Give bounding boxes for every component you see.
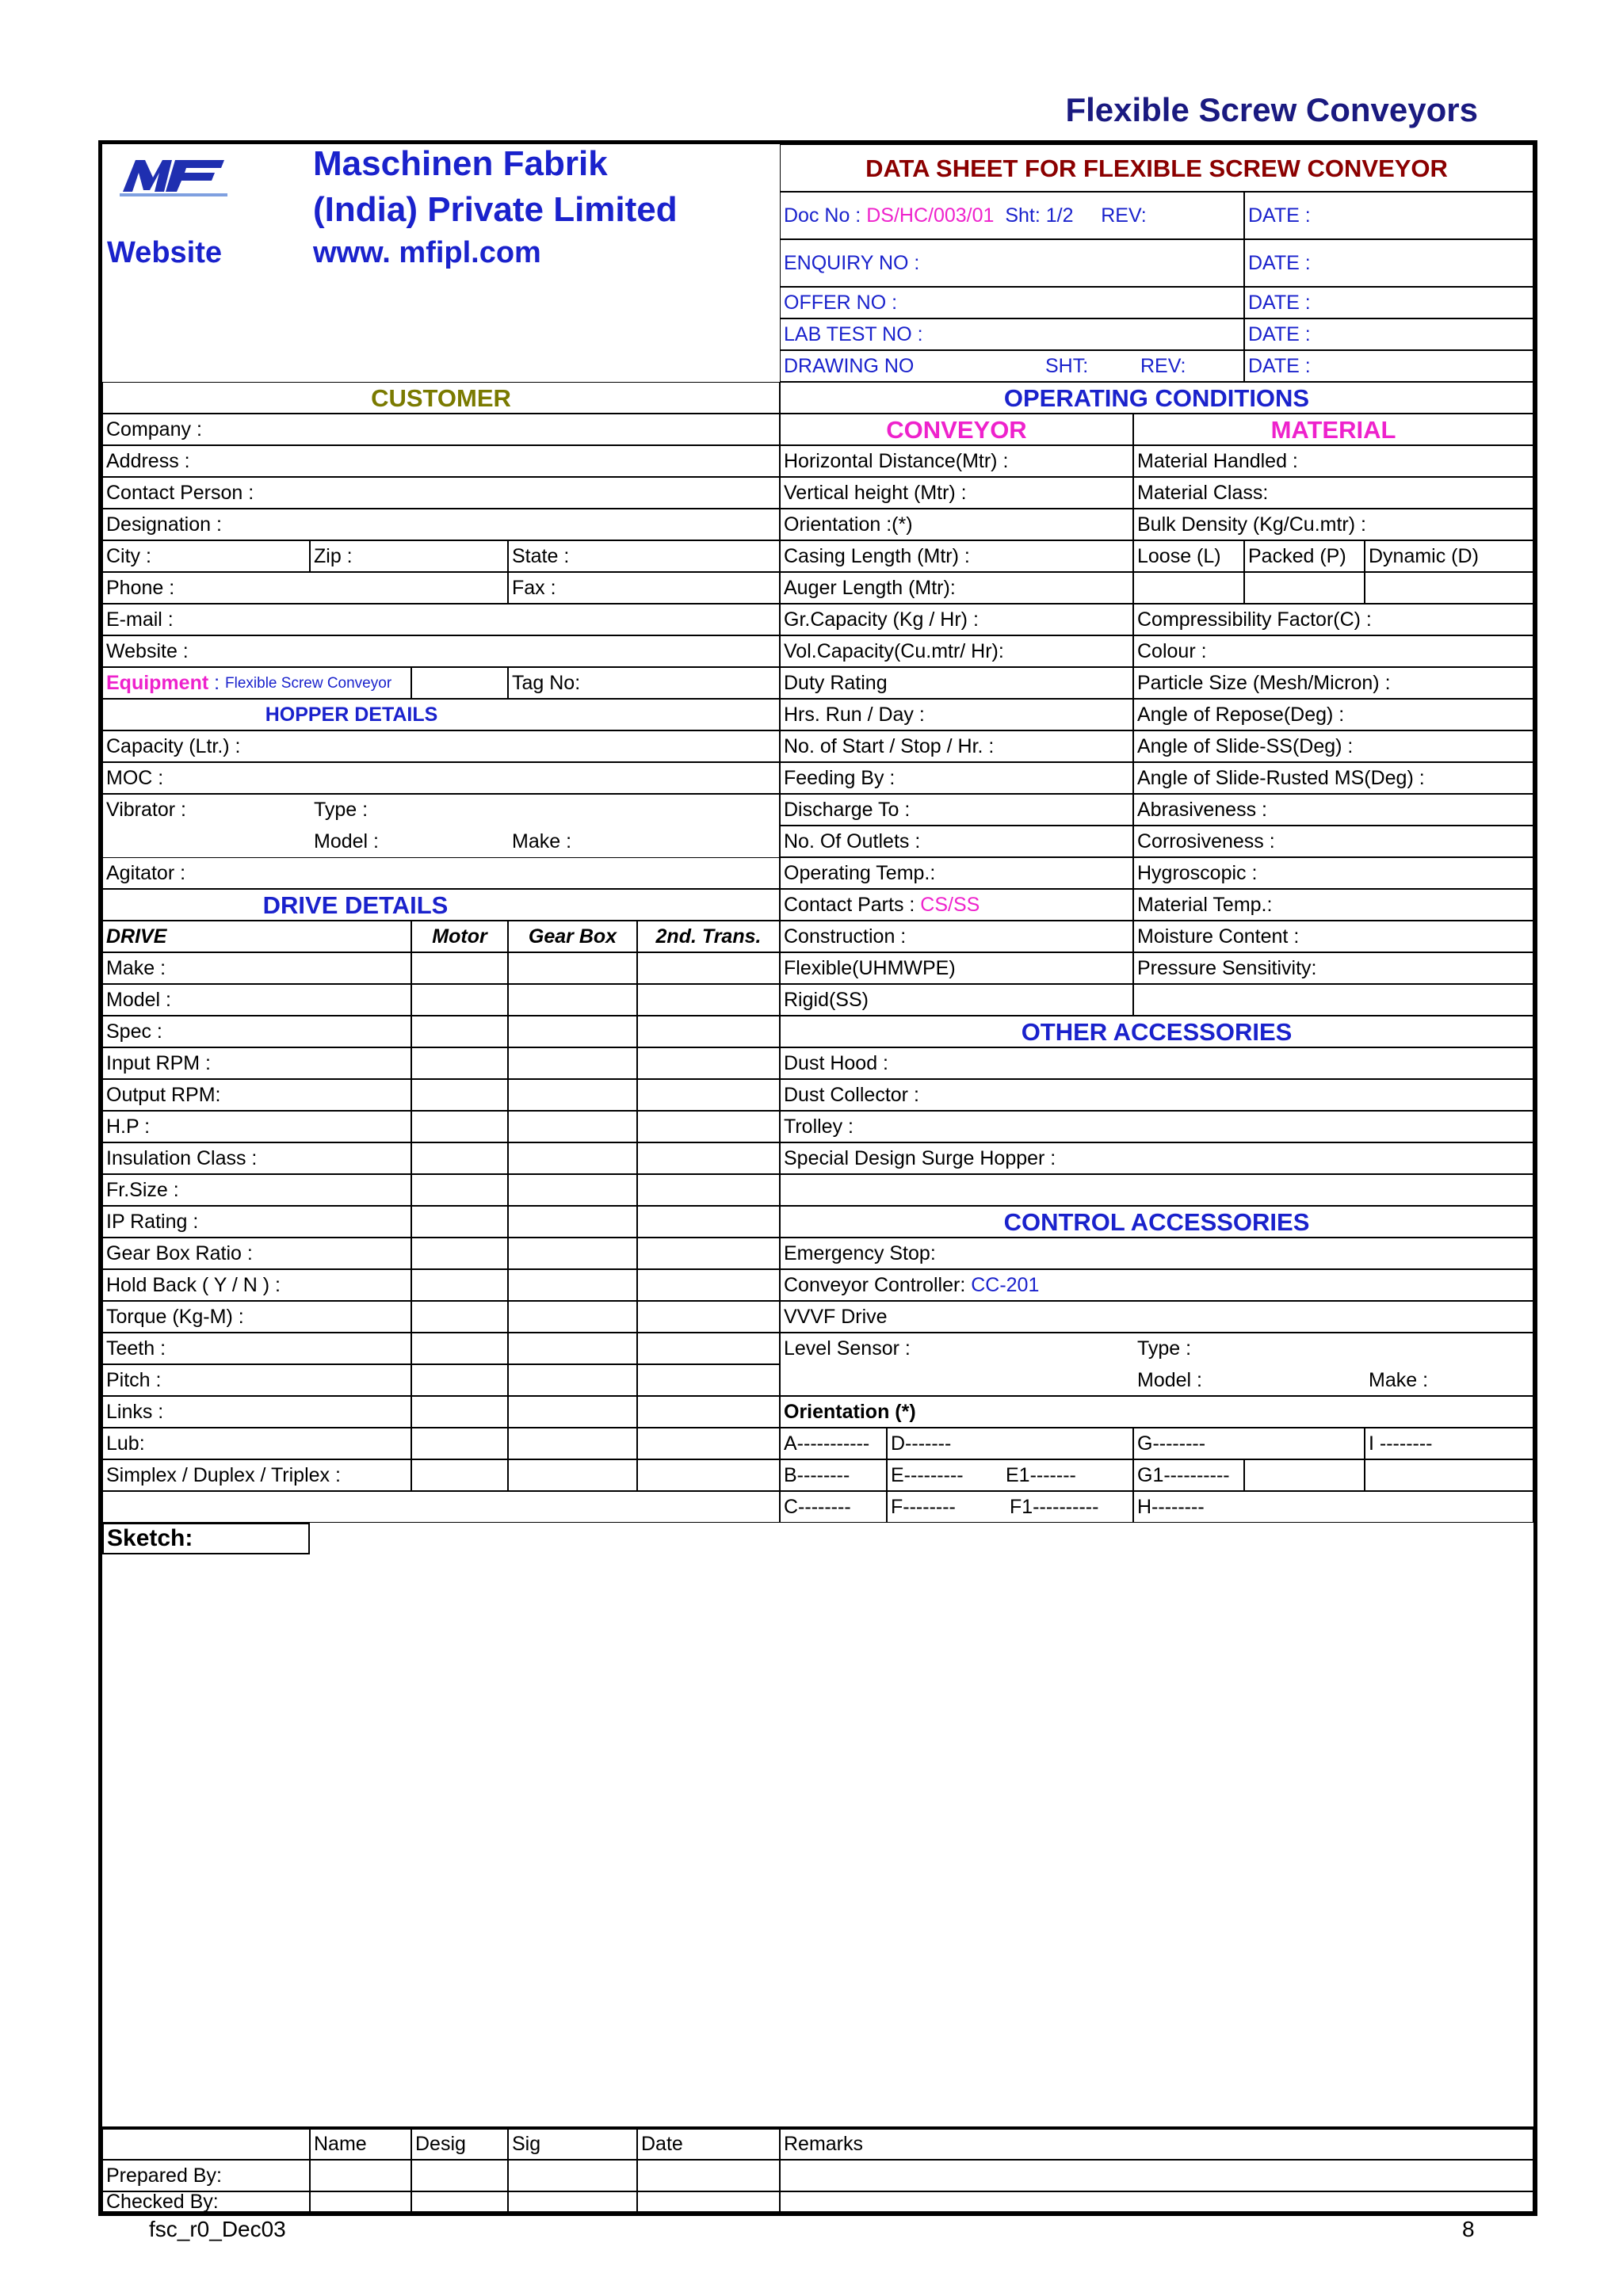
material-hygroscopic-field[interactable]: Hygroscopic : — [1133, 857, 1533, 889]
contact-parts-label: Contact Parts : — [784, 893, 921, 916]
orientation-c[interactable]: C-------- — [780, 1491, 887, 1523]
signoff-col-desig: Desig — [411, 2128, 508, 2160]
company-name-line2: (India) Private Limited — [313, 190, 678, 229]
drive-motor-spec[interactable] — [411, 1016, 508, 1047]
drive-2nd-trans-make[interactable] — [637, 952, 780, 984]
conveyor-rigid-ss-field[interactable]: Rigid(SS) — [780, 984, 1133, 1016]
drive-gearbox-h-p[interactable] — [508, 1111, 637, 1142]
material-colour-field[interactable]: Colour : — [1133, 635, 1533, 667]
drive-motor-hold-back-y-n[interactable] — [411, 1269, 508, 1301]
doc-no-field[interactable] — [780, 192, 1244, 239]
drive-motor-output-rpm[interactable] — [411, 1079, 508, 1111]
customer-fax-field[interactable]: Fax : — [508, 572, 780, 604]
drive-2nd-trans-spec[interactable] — [637, 1016, 780, 1047]
conveyor-operating-temp-field[interactable]: Operating Temp.: — [780, 857, 1133, 889]
drive-gearbox-hold-back-y-n[interactable] — [508, 1269, 637, 1301]
hopper-moc-field[interactable]: MOC : — [102, 762, 780, 794]
level-sensor-type-field[interactable]: Type : — [1137, 1337, 1192, 1360]
tag-no-field[interactable]: Tag No: — [508, 667, 780, 699]
conveyor-auger-length-mtr-field[interactable]: Auger Length (Mtr): — [780, 572, 1133, 604]
vibrator-label[interactable]: Vibrator : — [106, 798, 186, 821]
drive-gearbox-make[interactable] — [508, 952, 637, 984]
drive-motor-lub[interactable] — [411, 1428, 508, 1459]
drawing-no-label: DRAWING NO — [784, 354, 915, 377]
material-particle-size-mesh-micron-field[interactable]: Particle Size (Mesh/Micron) : — [1133, 667, 1533, 699]
datasheet-title: DATA SHEET FOR FLEXIBLE SCREW CONVEYOR — [780, 144, 1533, 192]
drive-row-output-rpm: Output RPM: — [102, 1079, 411, 1111]
drive-row-gear-box-ratio: Gear Box Ratio : — [102, 1238, 411, 1269]
drive-motor-links[interactable] — [411, 1396, 508, 1428]
orientation-h[interactable]: H-------- — [1133, 1491, 1533, 1523]
customer-email-field[interactable]: E-mail : — [102, 604, 780, 635]
drawing-date-field[interactable]: DATE : — [1244, 350, 1533, 382]
checked-sig[interactable] — [508, 2191, 637, 2212]
drive-motor-make[interactable] — [411, 952, 508, 984]
bulk-packed-value[interactable] — [1244, 572, 1365, 604]
orientation-a[interactable]: A----------- — [780, 1428, 887, 1459]
bulk-packed-field[interactable]: Packed (P) — [1244, 540, 1365, 572]
customer-header: CUSTOMER — [102, 382, 780, 414]
drive-row-input-rpm: Input RPM : — [102, 1047, 411, 1079]
drive-2nd-trans-simplex-duplex-triplex[interactable] — [637, 1459, 780, 1491]
conveyor-controller-field[interactable] — [780, 1269, 1533, 1301]
orientation-g1[interactable]: G1---------- — [1133, 1459, 1244, 1491]
material-header: MATERIAL — [1133, 414, 1533, 445]
material-handled-field[interactable]: Material Handled : — [1133, 445, 1533, 477]
orientation-f[interactable]: F-------- — [891, 1495, 956, 1518]
drive-row-model: Model : — [102, 984, 411, 1016]
hopper-details-header: HOPPER DETAILS — [102, 699, 780, 730]
orientation-f1[interactable]: F1---------- — [1010, 1495, 1099, 1518]
signoff-col-date: Date — [637, 2128, 780, 2160]
drawing-rev-label: REV: — [1140, 354, 1186, 377]
customer-contact-field[interactable]: Contact Person : — [102, 477, 780, 509]
drive-motor-pitch[interactable] — [411, 1364, 508, 1396]
drive-gearbox-pitch[interactable] — [508, 1364, 637, 1396]
drive-details-header: DRIVE DETAILS — [102, 889, 780, 921]
conveyor-construction-field[interactable]: Construction : — [780, 921, 1133, 952]
equipment-value: Flexible Screw Conveyor — [225, 674, 392, 692]
company-name-line1: Maschinen Fabrik — [313, 144, 608, 183]
control-accessories-header: CONTROL ACCESSORIES — [780, 1206, 1533, 1238]
dust-collector-field[interactable]: Dust Collector : — [780, 1079, 1533, 1111]
checked-remarks[interactable] — [780, 2191, 1533, 2212]
vibrator-make-field[interactable]: Make : — [512, 830, 572, 852]
drive-2nd-trans-ip-rating[interactable] — [637, 1206, 780, 1238]
doc-no-value: DS/HC/003/01 — [866, 204, 995, 227]
orientation-d[interactable]: D------- — [887, 1428, 1133, 1459]
sketch-area[interactable] — [102, 1524, 1533, 2087]
drive-gearbox-insulation-class[interactable] — [508, 1142, 637, 1174]
page-title: Flexible Screw Conveyors — [1065, 91, 1478, 128]
prepared-remarks[interactable] — [780, 2160, 1533, 2191]
customer-zip-field[interactable]: Zip : — [310, 540, 508, 572]
conveyor-feeding-by-field[interactable]: Feeding By : — [780, 762, 1133, 794]
drive-blank-row[interactable] — [102, 1491, 780, 1523]
signoff-corner — [102, 2128, 310, 2160]
drive-2nd-trans-hold-back-y-n[interactable] — [637, 1269, 780, 1301]
signoff-col-remarks: Remarks — [780, 2128, 1533, 2160]
drive-motor-h-p[interactable] — [411, 1111, 508, 1142]
drive-motor-gear-box-ratio[interactable] — [411, 1238, 508, 1269]
orientation-header: Orientation (*) — [780, 1396, 1533, 1428]
enquiry-no-field[interactable]: ENQUIRY NO : — [780, 239, 1244, 287]
drive-gearbox-fr-size[interactable] — [508, 1174, 637, 1206]
conveyor-flexible-uhmwpe-field[interactable]: Flexible(UHMWPE) — [780, 952, 1133, 984]
trolley-field[interactable]: Trolley : — [780, 1111, 1533, 1142]
orientation-g[interactable]: G-------- — [1133, 1428, 1365, 1459]
customer-website-field[interactable]: Website : — [102, 635, 780, 667]
doc-no-label: Doc No : — [784, 204, 861, 227]
offer-date-field[interactable]: DATE : — [1244, 287, 1533, 318]
drive-2nd-trans-gear-box-ratio[interactable] — [637, 1238, 780, 1269]
drive-2nd-trans-teeth[interactable] — [637, 1333, 780, 1364]
checked-by-label: Checked By: — [102, 2191, 310, 2212]
drive-gearbox-output-rpm[interactable] — [508, 1079, 637, 1111]
footer-form-code: fsc_r0_Dec03 — [149, 2217, 286, 2241]
material-pressure-sensitivity-field[interactable]: Pressure Sensitivity: — [1133, 952, 1533, 984]
material-blank-row[interactable] — [1133, 984, 1533, 1016]
material-angle-of-slide-ss-deg-field[interactable]: Angle of Slide-SS(Deg) : — [1133, 730, 1533, 762]
drive-2nd-trans-h-p[interactable] — [637, 1111, 780, 1142]
drive-motor-insulation-class[interactable] — [411, 1142, 508, 1174]
agitator-field[interactable]: Agitator : — [102, 857, 780, 889]
footer-page-number: 8 — [1462, 2217, 1475, 2241]
data-sheet-form — [98, 140, 1537, 2216]
controller-value: CC-201 — [971, 1273, 1040, 1296]
conveyor-vol-capacity-cu-mtr-hr-field[interactable]: Vol.Capacity(Cu.mtr/ Hr): — [780, 635, 1133, 667]
drive-2nd-trans-fr-size[interactable] — [637, 1174, 780, 1206]
conveyor-horizontal-distance-mtr-field[interactable]: Horizontal Distance(Mtr) : — [780, 445, 1133, 477]
drive-col-drive: DRIVE — [102, 921, 411, 952]
drive-2nd-trans-links[interactable] — [637, 1396, 780, 1428]
drive-row-hold-back-y-n: Hold Back ( Y / N ) : — [102, 1269, 411, 1301]
material-abrasiveness-field[interactable]: Abrasiveness : — [1133, 794, 1533, 826]
orientation-b[interactable]: B-------- — [780, 1459, 887, 1491]
drive-motor-teeth[interactable] — [411, 1333, 508, 1364]
level-sensor-model-field[interactable]: Model : — [1137, 1368, 1202, 1391]
website-label: Website — [107, 236, 223, 269]
customer-city-field[interactable]: City : — [102, 540, 310, 572]
drive-row-torque-kg-m: Torque (Kg-M) : — [102, 1301, 411, 1333]
drive-motor-input-rpm[interactable] — [411, 1047, 508, 1079]
drive-row-ip-rating: IP Rating : — [102, 1206, 411, 1238]
orientation-e-cell — [887, 1459, 1133, 1491]
bulk-loose-field[interactable]: Loose (L) — [1133, 540, 1244, 572]
drive-motor-fr-size[interactable] — [411, 1174, 508, 1206]
sketch-label: Sketch: — [102, 1523, 310, 1554]
prepared-sig[interactable] — [508, 2160, 637, 2191]
orientation-blank-2[interactable] — [1365, 1459, 1533, 1491]
vibrator-model-field[interactable]: Model : — [314, 830, 379, 852]
orientation-blank-1[interactable] — [1244, 1459, 1365, 1491]
other-acc-blank-row[interactable] — [780, 1174, 1533, 1206]
bulk-loose-value[interactable] — [1133, 572, 1244, 604]
material-compressibility-factor-c-field[interactable]: Compressibility Factor(C) : — [1133, 604, 1533, 635]
drive-row-fr-size: Fr.Size : — [102, 1174, 411, 1206]
material-material-temp-field[interactable]: Material Temp.: — [1133, 889, 1533, 921]
conveyor-vertical-height-mtr-field[interactable]: Vertical height (Mtr) : — [780, 477, 1133, 509]
level-sensor-make-field[interactable]: Make : — [1369, 1368, 1429, 1391]
conveyor-discharge-to-field[interactable]: Discharge To : — [780, 794, 1133, 826]
customer-phone-field[interactable]: Phone : — [102, 572, 508, 604]
conveyor-gr-capacity-kg-hr-field[interactable]: Gr.Capacity (Kg / Hr) : — [780, 604, 1133, 635]
drive-gearbox-input-rpm[interactable] — [508, 1047, 637, 1079]
conveyor-orientation-field[interactable]: Orientation :(*) — [780, 509, 1133, 540]
doc-date-field[interactable]: DATE : — [1244, 192, 1533, 239]
equipment-label: Equipment — [106, 671, 209, 694]
conveyor-hrs-run-day-field[interactable]: Hrs. Run / Day : — [780, 699, 1133, 730]
drive-gearbox-gear-box-ratio[interactable] — [508, 1238, 637, 1269]
drive-row-simplex-duplex-triplex: Simplex / Duplex / Triplex : — [102, 1459, 411, 1491]
vvvf-drive-field[interactable]: VVVF Drive — [780, 1301, 1533, 1333]
drive-2nd-trans-insulation-class[interactable] — [637, 1142, 780, 1174]
drive-gearbox-model[interactable] — [508, 984, 637, 1016]
drive-col-motor: Motor — [411, 921, 508, 952]
equipment-blank[interactable] — [411, 667, 508, 699]
website-url[interactable]: www. mfipl.com — [313, 236, 541, 269]
customer-state-field[interactable]: State : — [508, 540, 780, 572]
customer-company-field[interactable]: Company : — [102, 414, 780, 445]
material-moisture-content-field[interactable]: Moisture Content : — [1133, 921, 1533, 952]
conveyor-no-of-outlets-field[interactable]: No. Of Outlets : — [780, 826, 1133, 857]
conveyor-contact-parts-field[interactable] — [780, 889, 1133, 921]
rev-label: REV: — [1101, 204, 1147, 227]
drive-row-links: Links : — [102, 1396, 411, 1428]
drive-row-h-p: H.P : — [102, 1111, 411, 1142]
drive-row-make: Make : — [102, 952, 411, 984]
prepared-desig[interactable] — [411, 2160, 508, 2191]
drive-2nd-trans-model[interactable] — [637, 984, 780, 1016]
drive-col-gearbox: Gear Box — [508, 921, 637, 952]
hopper-capacity-field[interactable]: Capacity (Ltr.) : — [102, 730, 780, 762]
customer-address-field[interactable]: Address : — [102, 445, 780, 477]
dust-hood-field[interactable]: Dust Hood : — [780, 1047, 1533, 1079]
signoff-col-name: Name — [310, 2128, 411, 2160]
drive-col-2nd-trans: 2nd. Trans. — [637, 921, 780, 952]
drive-row-pitch: Pitch : — [102, 1364, 411, 1396]
drive-2nd-trans-output-rpm[interactable] — [637, 1079, 780, 1111]
orientation-i[interactable]: I -------- — [1365, 1428, 1533, 1459]
controller-label: Conveyor Controller: — [784, 1273, 972, 1296]
drive-gearbox-torque-kg-m[interactable] — [508, 1301, 637, 1333]
drive-gearbox-simplex-duplex-triplex[interactable] — [508, 1459, 637, 1491]
mf-logo-icon — [118, 154, 229, 198]
conveyor-duty-rating-field[interactable]: Duty Rating — [780, 667, 1133, 699]
drive-row-lub: Lub: — [102, 1428, 411, 1459]
contact-parts-value: CS/SS — [920, 893, 980, 916]
sheet-no: Sht: 1/2 — [1005, 204, 1074, 227]
conveyor-no-of-start-stop-hr-field[interactable]: No. of Start / Stop / Hr. : — [780, 730, 1133, 762]
drive-motor-ip-rating[interactable] — [411, 1206, 508, 1238]
drive-row-teeth: Teeth : — [102, 1333, 411, 1364]
drive-motor-model[interactable] — [411, 984, 508, 1016]
bulk-dynamic-value[interactable] — [1365, 572, 1533, 604]
offer-no-field[interactable]: OFFER NO : — [780, 287, 1244, 318]
lab-test-date-field[interactable]: DATE : — [1244, 318, 1533, 350]
drive-gearbox-teeth[interactable] — [508, 1333, 637, 1364]
surge-hopper-field[interactable]: Special Design Surge Hopper : — [780, 1142, 1533, 1174]
checked-name[interactable] — [310, 2191, 411, 2212]
drive-2nd-trans-pitch[interactable] — [637, 1364, 780, 1396]
drive-gearbox-lub[interactable] — [508, 1428, 637, 1459]
drive-motor-simplex-duplex-triplex[interactable] — [411, 1459, 508, 1491]
prepared-by-label: Prepared By: — [102, 2160, 310, 2191]
drawing-sht-label: SHT: — [1045, 354, 1089, 377]
material-angle-of-repose-deg-field[interactable]: Angle of Repose(Deg) : — [1133, 699, 1533, 730]
material-corrosiveness-field[interactable]: Corrosiveness : — [1133, 826, 1533, 857]
enquiry-date-field[interactable]: DATE : — [1244, 239, 1533, 287]
orientation-e[interactable]: E--------- — [891, 1463, 964, 1486]
drive-gearbox-links[interactable] — [508, 1396, 637, 1428]
drive-2nd-trans-input-rpm[interactable] — [637, 1047, 780, 1079]
drive-gearbox-spec[interactable] — [508, 1016, 637, 1047]
orientation-f-cell — [887, 1491, 1133, 1523]
lab-test-field[interactable]: LAB TEST NO : — [780, 318, 1244, 350]
customer-designation-field[interactable]: Designation : — [102, 509, 780, 540]
drive-row-spec: Spec : — [102, 1016, 411, 1047]
vibrator-type-field[interactable]: Type : — [314, 798, 369, 821]
bulk-density-field[interactable]: Bulk Density (Kg/Cu.mtr) : — [1133, 509, 1533, 540]
other-accessories-header: OTHER ACCESSORIES — [780, 1016, 1533, 1047]
material-class-field[interactable]: Material Class: — [1133, 477, 1533, 509]
drive-motor-torque-kg-m[interactable] — [411, 1301, 508, 1333]
drawing-no-field[interactable] — [780, 350, 1244, 382]
drive-2nd-trans-lub[interactable] — [637, 1428, 780, 1459]
emergency-stop-field[interactable]: Emergency Stop: — [780, 1238, 1533, 1269]
material-angle-of-slide-rusted-ms-deg-field[interactable]: Angle of Slide-Rusted MS(Deg) : — [1133, 762, 1533, 794]
prepared-date[interactable] — [637, 2160, 780, 2191]
signoff-col-sig: Sig — [508, 2128, 637, 2160]
equipment-sep: : — [208, 671, 226, 694]
equipment-field[interactable] — [102, 667, 411, 699]
prepared-name[interactable] — [310, 2160, 411, 2191]
operating-conditions-header: OPERATING CONDITIONS — [780, 382, 1533, 414]
drive-row-insulation-class: Insulation Class : — [102, 1142, 411, 1174]
checked-date[interactable] — [637, 2191, 780, 2212]
orientation-e1[interactable]: E1------- — [1006, 1463, 1076, 1486]
conveyor-header: CONVEYOR — [780, 414, 1133, 445]
drive-gearbox-ip-rating[interactable] — [508, 1206, 637, 1238]
conveyor-casing-length-mtr-field[interactable]: Casing Length (Mtr) : — [780, 540, 1133, 572]
checked-desig[interactable] — [411, 2191, 508, 2212]
drive-2nd-trans-torque-kg-m[interactable] — [637, 1301, 780, 1333]
level-sensor-field[interactable]: Level Sensor : — [784, 1337, 911, 1360]
bulk-dynamic-field[interactable]: Dynamic (D) — [1365, 540, 1533, 572]
